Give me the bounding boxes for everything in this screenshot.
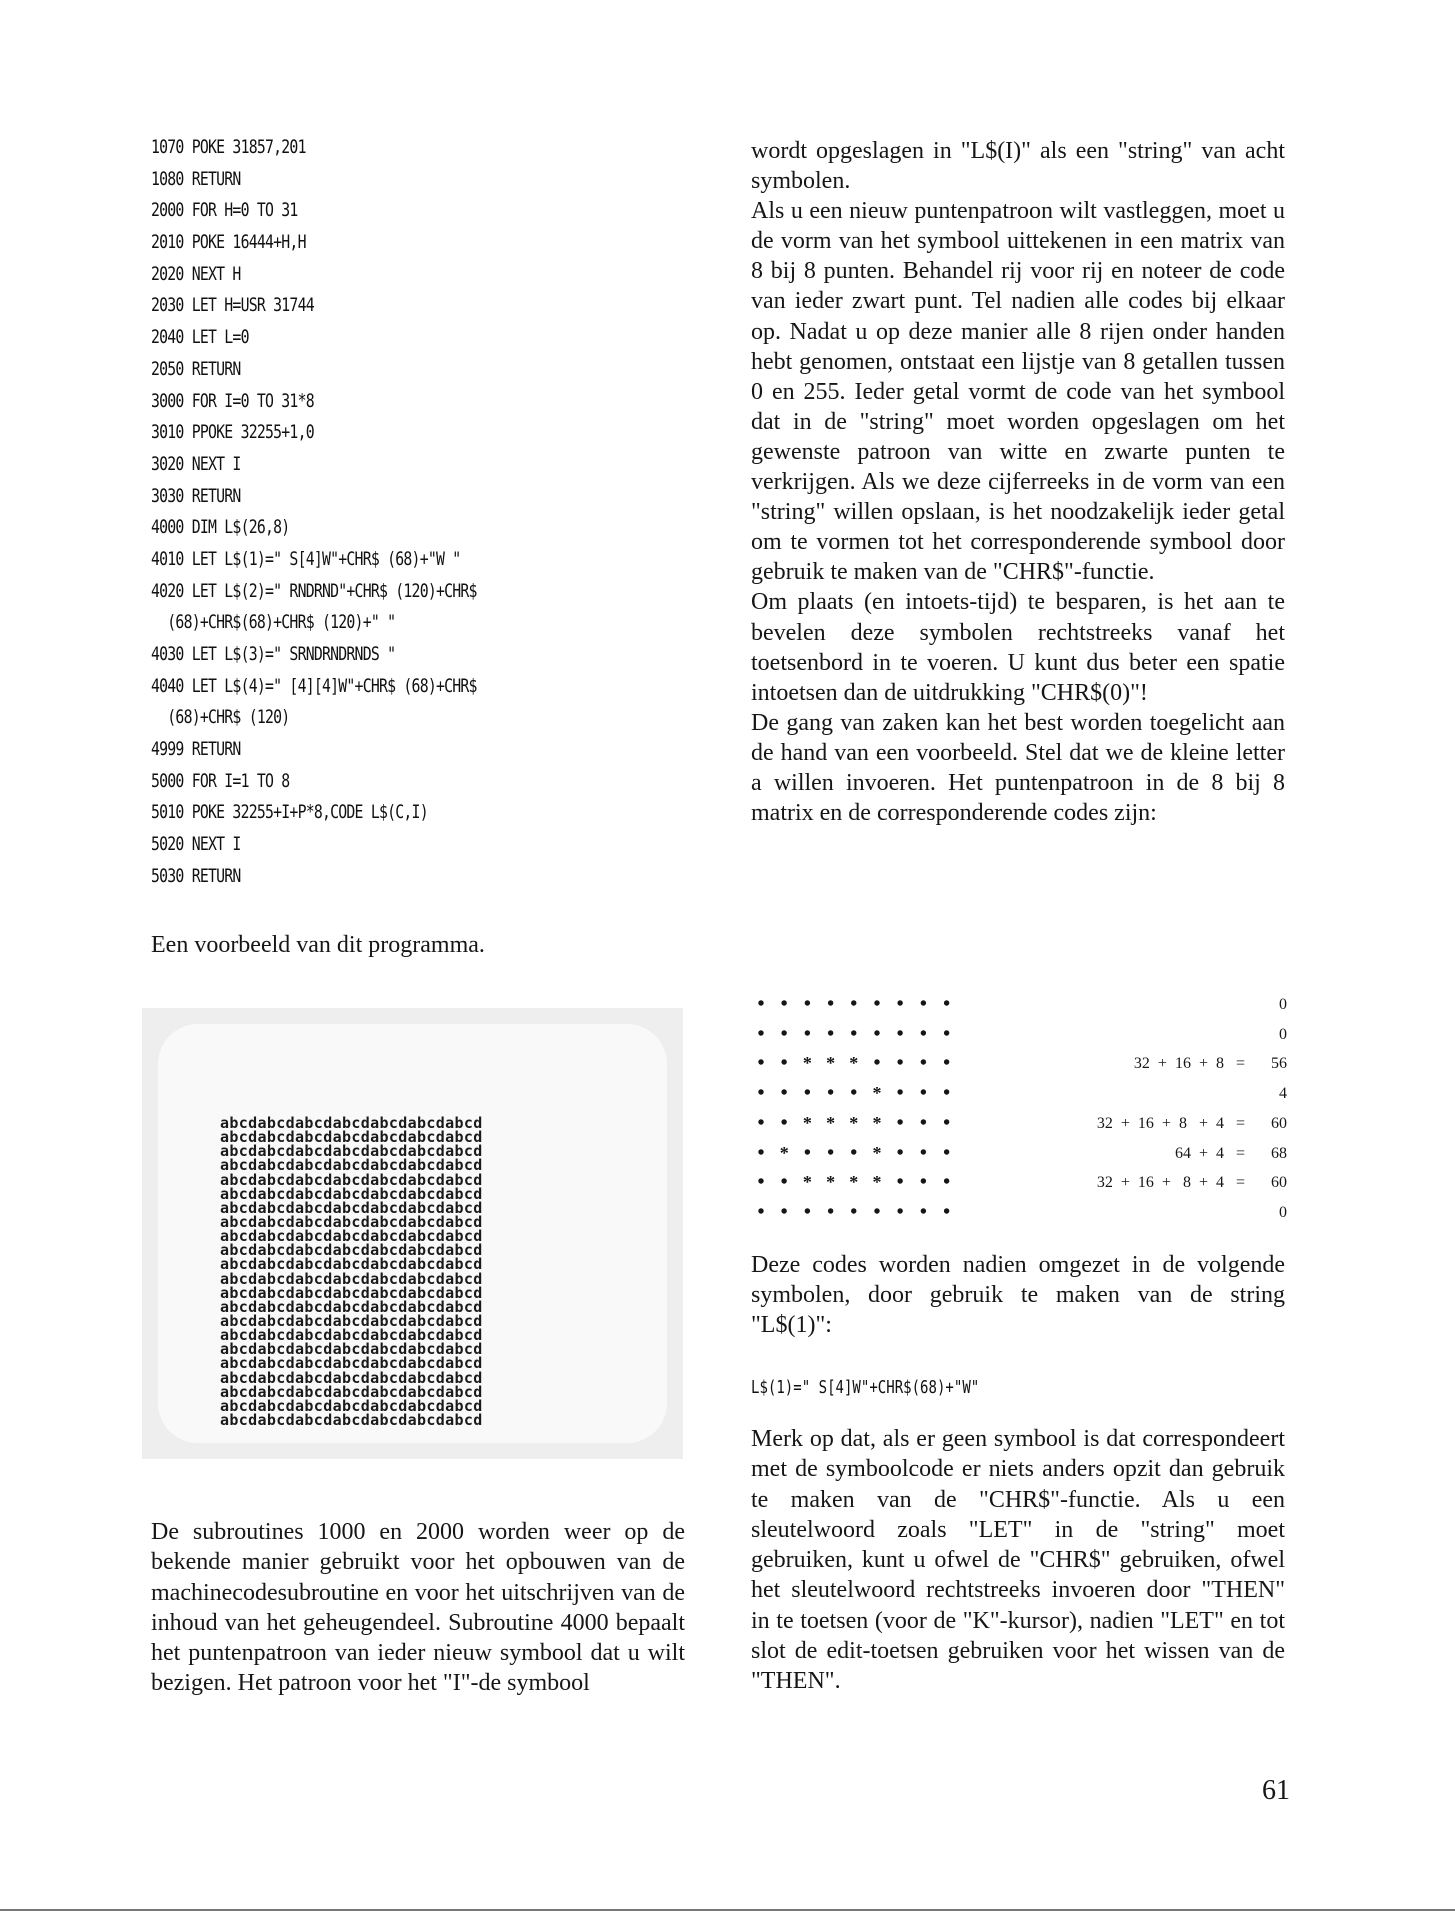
- matrix-row: [751, 1020, 1291, 1050]
- dot-matrix-table: [751, 990, 1291, 1230]
- screen-row: abcdabcdabcdabcdabcdabcdabcd: [220, 1170, 483, 1189]
- matrix-empty-dot: •: [919, 1171, 927, 1194]
- matrix-row: [751, 1139, 1291, 1169]
- code-line: 4010 LET L$(1)=" S[4]W"+CHR$ (68)+"W ": [151, 547, 461, 570]
- screen-row: abcdabcdabcdabcdabcdabcdabcd: [220, 1241, 483, 1260]
- page-number: 61: [1262, 1775, 1290, 1806]
- matrix-empty-dot: •: [919, 1022, 927, 1045]
- matrix-empty-dot: •: [943, 1082, 951, 1105]
- matrix-sum-expression: 32 + 16 + 8 =: [1133, 1055, 1245, 1073]
- bottom-rule: [0, 1909, 1455, 1911]
- matrix-empty-dot: •: [757, 1022, 765, 1045]
- code-line: (68)+CHR$ (120): [151, 706, 290, 729]
- paragraph-example-intro: De gang van zaken kan het best worden toegelicht aan de hand van een voorbeeld. Stel dat we de kleine letter a willen invoeren. Het puntenpatroon in de 8 bij 8 matrix en de corresponderende codes zijn:: [751, 709, 1285, 827]
- matrix-empty-dot: •: [919, 993, 927, 1015]
- matrix-empty-dot: •: [780, 1200, 788, 1223]
- paragraph-dot-pattern: Als u een nieuw puntenpatroon wilt vastleggen, moet u de vorm van het symbool uittekenen in een matrix van 8 bij 8 punten. Behandel rij voor rij en noteer de code van ieder zwart punt. Tel nadien alle codes bij elkaar op. Nadat u op deze manier alle 8 rijen onder handen hebt genomen, ontstaat een lijstje van 8 getallen tussen 0 en 255. Ieder getal vormt de code van het symbool dat in de "string" moet worden opgeslagen om het gewenste patroon van witte en zwarte punten te verkrijgen. Als we deze cijferreeks in de vorm van een "string" willen opslaan, is het noodzakelijk ieder getal om te vormen tot het corresponderende symbool door gebruik te maken van de "CHR$"-functie.: [751, 198, 1285, 586]
- screen-row: abcdabcdabcdabcdabcdabcdabcd: [220, 1184, 483, 1203]
- code-line: 3020 NEXT I: [151, 452, 241, 475]
- matrix-empty-dot: •: [757, 1141, 765, 1164]
- matrix-row: [751, 1168, 1291, 1198]
- matrix-empty-dot: •: [850, 1022, 858, 1045]
- matrix-empty-dot: •: [896, 1111, 904, 1134]
- matrix-filled-dot: *: [779, 1142, 789, 1163]
- code-line: 4030 LET L$(3)=" SRNDRNDRNDS ": [151, 643, 396, 665]
- paragraph-conversion: Deze codes worden nadien omgezet in de volgende symbolen, door gebruik te maken van de string "L$(1)":: [751, 1252, 1285, 1339]
- matrix-empty-dot: •: [919, 1082, 927, 1105]
- code-line: 1070 POKE 31857,201: [151, 136, 306, 158]
- matrix-empty-dot: •: [827, 1141, 835, 1164]
- matrix-sum-expression: 32 + 16 + 8 + 4 =: [1096, 1174, 1245, 1192]
- matrix-empty-dot: •: [873, 1052, 881, 1075]
- matrix-empty-dot: •: [850, 1141, 858, 1164]
- code-line: 1080 RETURN: [151, 167, 241, 190]
- matrix-empty-dot: •: [896, 1171, 904, 1194]
- code-line: 2040 LET L=0: [151, 326, 249, 349]
- matrix-empty-dot: •: [873, 993, 881, 1015]
- matrix-row-code: 56: [1271, 1055, 1287, 1073]
- matrix-empty-dot: •: [850, 1082, 858, 1105]
- matrix-row-code: 60: [1271, 1114, 1287, 1132]
- matrix-empty-dot: •: [896, 1082, 904, 1105]
- matrix-empty-dot: •: [943, 1141, 951, 1164]
- matrix-empty-dot: •: [757, 1111, 765, 1134]
- paragraph-string-storage: wordt opgeslagen in "L$(I)" als een "string" van acht symbolen.: [751, 138, 1285, 195]
- screen-row: abcdabcdabcdabcdabcdabcdabcd: [220, 1410, 483, 1429]
- code-line: 4040 LET L$(4)=" [4][4]W"+CHR$ (68)+CHR$: [151, 674, 477, 697]
- matrix-empty-dot: •: [919, 1200, 927, 1223]
- code-example-line: L$(1)=" S[4]W"+CHR$(68)+"W": [751, 1377, 980, 1398]
- matrix-sum-expression: 64 + 4 =: [1174, 1144, 1245, 1162]
- matrix-empty-dot: •: [943, 1111, 951, 1134]
- matrix-row: [751, 1079, 1291, 1109]
- screen-row: abcdabcdabcdabcdabcdabcdabcd: [220, 1156, 483, 1175]
- screen-row: abcdabcdabcdabcdabcdabcdabcd: [220, 1255, 483, 1274]
- matrix-empty-dot: •: [850, 1200, 858, 1223]
- paragraph-keyword-note: Merk op dat, als er geen symbool is dat correspondeert met de symboolcode er niets anders opzit dan gebruik te maken van de "CHR$"-functie. Als u een sleutelwoord zoals "LET" in de "string" moet gebruiken, kunt u ofwel de "CHR$" gebruiken, ofwel het sleutelwoord rechtstreeks invoeren door "THEN" in te toetsen (voor de "K"-kursor), nadien "LET" en tot slot de edit-toetsen gebruiken voor het wissen van de "THEN".: [751, 1426, 1285, 1695]
- matrix-empty-dot: •: [803, 1082, 811, 1105]
- matrix-empty-dot: •: [943, 1200, 951, 1223]
- code-line: 5020 NEXT I: [151, 833, 241, 856]
- matrix-row-code: 0: [1279, 1203, 1287, 1221]
- matrix-sum-expression: 32 + 16 + 8 + 4 =: [1096, 1114, 1245, 1132]
- matrix-empty-dot: •: [757, 993, 765, 1015]
- matrix-filled-dot: *: [826, 1112, 836, 1133]
- matrix-empty-dot: •: [780, 1111, 788, 1134]
- matrix-empty-dot: •: [919, 1052, 927, 1075]
- screen-row: abcdabcdabcdabcdabcdabcdabcd: [220, 1382, 483, 1401]
- code-line: 2010 POKE 16444+H,H: [151, 231, 306, 254]
- matrix-empty-dot: •: [757, 1082, 765, 1105]
- matrix-row: [751, 1049, 1291, 1079]
- matrix-empty-dot: •: [827, 993, 835, 1015]
- matrix-empty-dot: •: [919, 1141, 927, 1164]
- matrix-row-code: 68: [1271, 1144, 1287, 1162]
- matrix-row-code: 0: [1279, 1025, 1287, 1043]
- matrix-row: [751, 1198, 1291, 1228]
- matrix-empty-dot: •: [896, 1022, 904, 1045]
- matrix-empty-dot: •: [896, 1141, 904, 1164]
- matrix-empty-dot: •: [803, 1022, 811, 1045]
- matrix-empty-dot: •: [757, 1052, 765, 1075]
- screen-row: abcdabcdabcdabcdabcdabcdabcd: [220, 1340, 483, 1359]
- code-line: 5030 RETURN: [151, 864, 241, 887]
- matrix-filled-dot: *: [872, 1083, 882, 1104]
- matrix-filled-dot: *: [872, 1142, 882, 1163]
- screen-row: abcdabcdabcdabcdabcdabcdabcd: [220, 1354, 483, 1373]
- code-line: (68)+CHR$(68)+CHR$ (120)+" ": [151, 611, 396, 634]
- matrix-empty-dot: •: [803, 993, 811, 1015]
- matrix-empty-dot: •: [919, 1111, 927, 1134]
- matrix-empty-dot: •: [780, 1082, 788, 1105]
- screen-row: abcdabcdabcdabcdabcdabcdabcd: [220, 1128, 483, 1147]
- matrix-empty-dot: •: [780, 1052, 788, 1075]
- matrix-filled-dot: *: [849, 1112, 859, 1133]
- screen-row: abcdabcdabcdabcdabcdabcdabcd: [220, 1311, 483, 1330]
- screen-text-grid: [220, 1116, 483, 1427]
- matrix-empty-dot: •: [827, 1200, 835, 1223]
- matrix-empty-dot: •: [943, 1052, 951, 1075]
- matrix-empty-dot: •: [943, 1171, 951, 1194]
- screen-row: abcdabcdabcdabcdabcdabcdabcd: [220, 1326, 483, 1345]
- matrix-empty-dot: •: [803, 1200, 811, 1223]
- code-line: 4020 LET L$(2)=" RNDRND"+CHR$ (120)+CHR$: [151, 579, 477, 602]
- code-line: 3030 RETURN: [151, 484, 241, 507]
- code-line: 2000 FOR H=0 TO 31: [151, 199, 298, 222]
- matrix-filled-dot: *: [826, 1053, 836, 1074]
- basic-code-listing: [151, 132, 588, 893]
- screen-row: abcdabcdabcdabcdabcdabcdabcd: [220, 1198, 483, 1217]
- body-paragraph-left: De subroutines 1000 en 2000 worden weer op de bekende manier gebruikt voor het opbouwen van de machinecodesubroutine en voor het uitschrijven van de inhoud van het geheugendeel. Subroutine 4000 bepaalt het puntenpatroon van ieder nieuw symbool dat u wilt bezigen. Het patroon voor het "I"-de symbool: [151, 1519, 685, 1697]
- screen-row: abcdabcdabcdabcdabcdabcdabcd: [220, 1283, 483, 1302]
- screen-row: abcdabcdabcdabcdabcdabcdabcd: [220, 1212, 483, 1231]
- tv-screen: [158, 1024, 667, 1443]
- matrix-empty-dot: •: [780, 1022, 788, 1045]
- matrix-empty-dot: •: [780, 1171, 788, 1194]
- screen-row: abcdabcdabcdabcdabcdabcdabcd: [220, 1396, 483, 1415]
- code-line: 2050 RETURN: [151, 357, 241, 380]
- matrix-empty-dot: •: [827, 1022, 835, 1045]
- screen-row: abcdabcdabcdabcdabcdabcdabcd: [220, 1368, 483, 1387]
- matrix-row-code: 0: [1279, 996, 1287, 1013]
- paragraph-keyboard-entry: Om plaats (en intoets-tijd) te besparen, is het aan te bevelen deze symbolen rechtstreeks vanaf het toetsenbord in te voeren. U kunt dus beter een spatie intoetsen dan de uitdrukking "CHR$(0)"!: [751, 589, 1285, 706]
- matrix-row: [751, 990, 1291, 1020]
- matrix-empty-dot: •: [850, 993, 858, 1015]
- matrix-row-code: 60: [1271, 1174, 1287, 1192]
- matrix-filled-dot: *: [849, 1172, 859, 1193]
- code-line: 3000 FOR I=0 TO 31*8: [151, 389, 314, 412]
- matrix-filled-dot: *: [872, 1112, 882, 1133]
- code-line: 4999 RETURN: [151, 738, 241, 761]
- matrix-filled-dot: *: [802, 1172, 812, 1193]
- matrix-row-code: 4: [1279, 1085, 1287, 1103]
- code-line: 2030 LET H=USR 31744: [151, 294, 314, 317]
- screen-output-figure: [142, 1008, 683, 1459]
- code-line: 4000 DIM L$(26,8): [151, 516, 290, 539]
- matrix-filled-dot: *: [872, 1172, 882, 1193]
- matrix-empty-dot: •: [873, 1200, 881, 1223]
- matrix-empty-dot: •: [943, 993, 951, 1015]
- matrix-empty-dot: •: [757, 1171, 765, 1194]
- screen-row: abcdabcdabcdabcdabcdabcdabcd: [220, 1114, 483, 1132]
- matrix-empty-dot: •: [873, 1022, 881, 1045]
- screen-row: abcdabcdabcdabcdabcdabcdabcd: [220, 1142, 483, 1161]
- matrix-empty-dot: •: [943, 1022, 951, 1045]
- figure-caption: Een voorbeeld van dit programma.: [151, 932, 485, 958]
- screen-row: abcdabcdabcdabcdabcdabcdabcd: [220, 1227, 483, 1246]
- matrix-empty-dot: •: [803, 1141, 811, 1164]
- matrix-row: [751, 1109, 1291, 1139]
- code-line: 5000 FOR I=1 TO 8: [151, 769, 290, 792]
- matrix-filled-dot: *: [802, 1053, 812, 1074]
- code-line: 2020 NEXT H: [151, 262, 241, 285]
- matrix-filled-dot: *: [802, 1112, 812, 1133]
- matrix-empty-dot: •: [827, 1082, 835, 1105]
- matrix-empty-dot: •: [896, 1200, 904, 1223]
- matrix-empty-dot: •: [780, 993, 788, 1015]
- matrix-empty-dot: •: [896, 993, 904, 1015]
- matrix-empty-dot: •: [757, 1200, 765, 1223]
- body-paragraphs-right-top: [751, 136, 1285, 828]
- code-line: 3010 PPOKE 32255+1,0: [151, 421, 314, 444]
- matrix-empty-dot: •: [896, 1052, 904, 1075]
- screen-row: abcdabcdabcdabcdabcdabcdabcd: [220, 1269, 483, 1288]
- matrix-filled-dot: *: [849, 1053, 859, 1074]
- screen-row: abcdabcdabcdabcdabcdabcdabcd: [220, 1297, 483, 1316]
- matrix-filled-dot: *: [826, 1172, 836, 1193]
- code-line: 5010 POKE 32255+I+P*8,CODE L$(C,I): [151, 801, 428, 824]
